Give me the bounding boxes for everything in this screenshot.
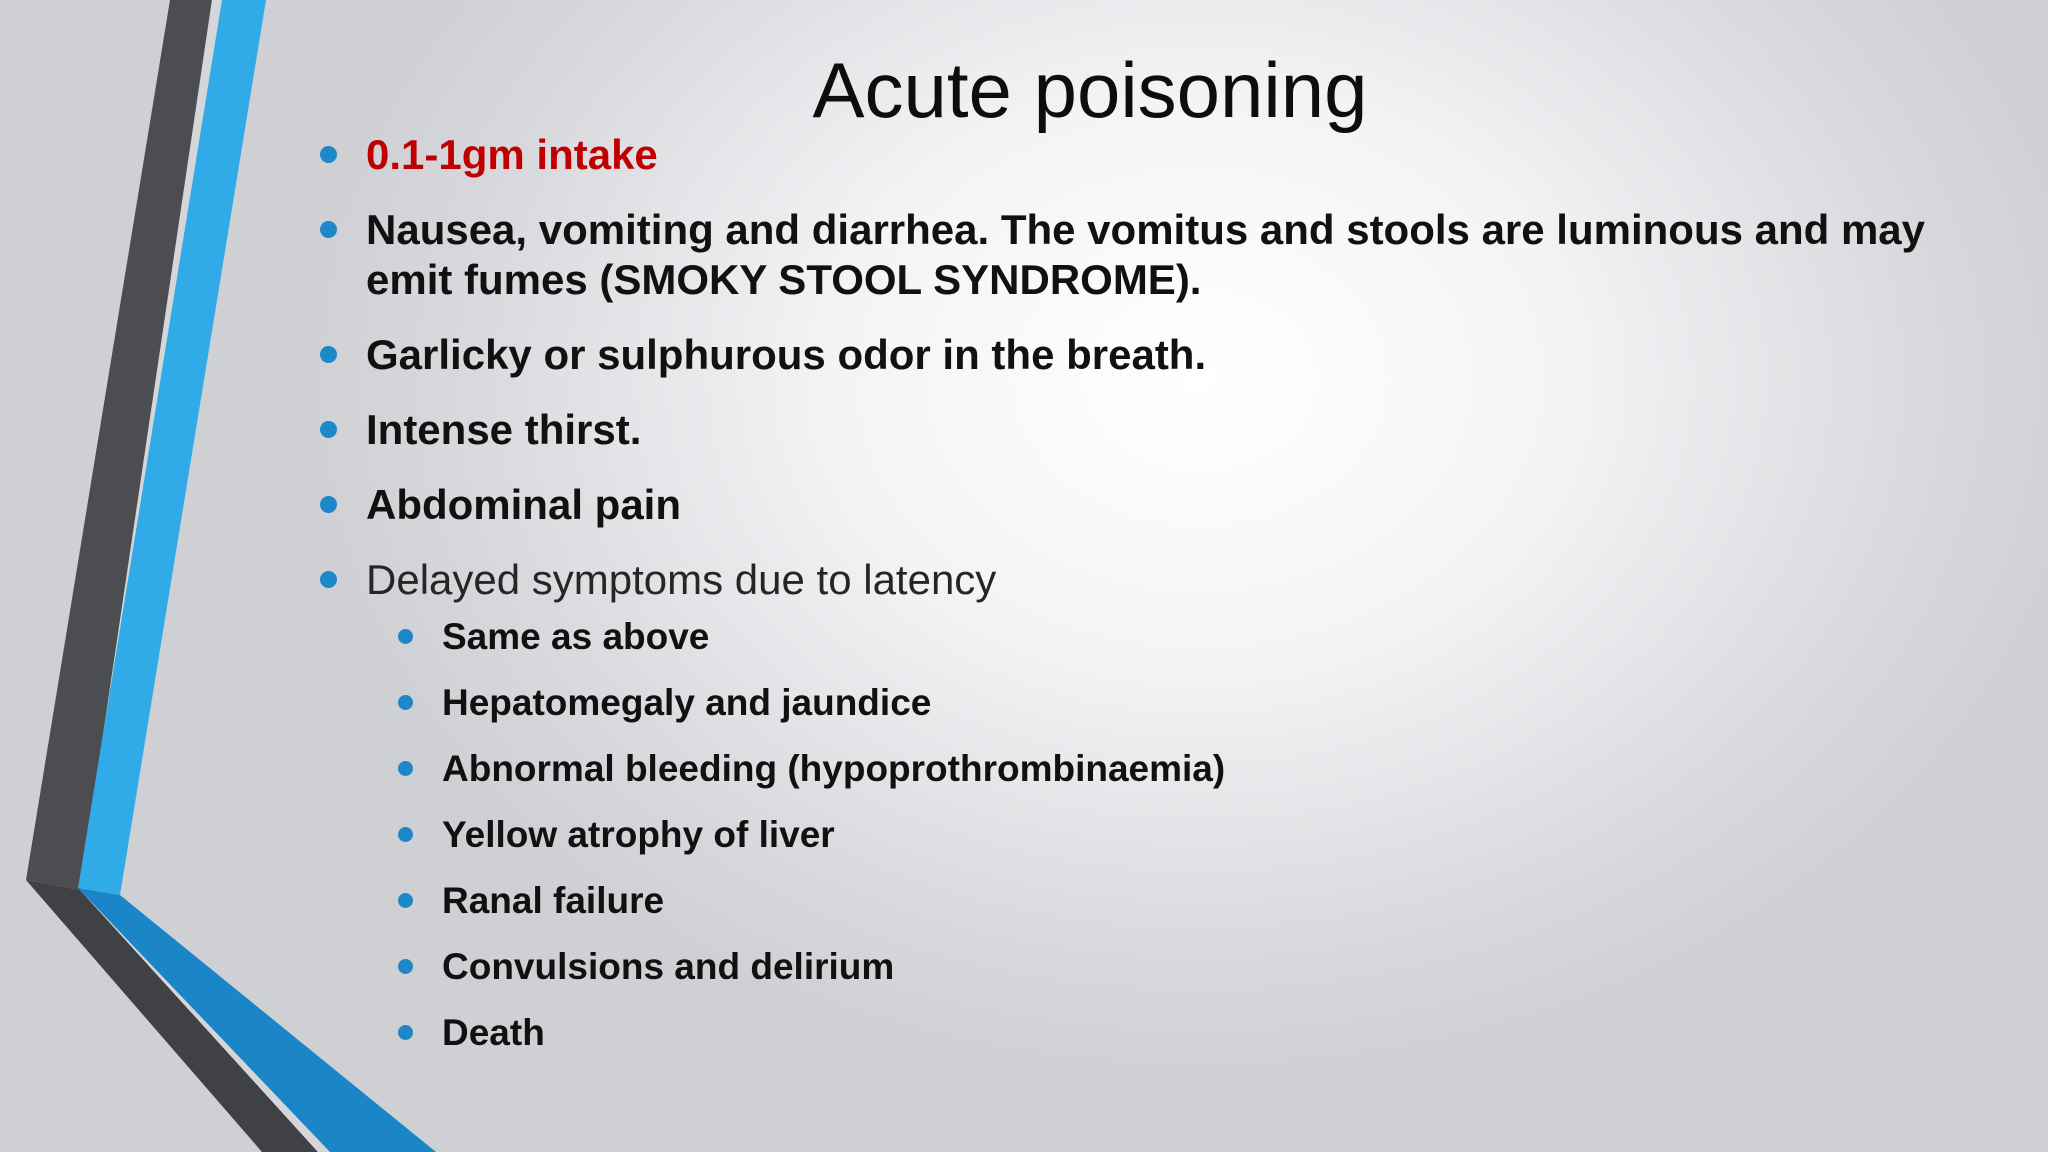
bullet-item-delayed-symptoms	[320, 555, 1980, 1055]
bullet-dot-icon	[320, 346, 337, 363]
sub-bullet-item	[398, 681, 1980, 725]
bullet-item-thirst	[320, 405, 1980, 455]
sub-bullet-item	[398, 1011, 1980, 1055]
bullet-item-odor	[320, 330, 1980, 380]
bullet-text: Garlicky or sulphurous odor in the breath.	[366, 331, 1207, 378]
bullet-item-abdominal-pain	[320, 480, 1980, 530]
sub-bullet-dot-icon	[398, 1025, 413, 1040]
bullet-dot-icon	[320, 146, 337, 163]
sub-bullet-dot-icon	[398, 629, 413, 644]
sub-bullet-text: Yellow atrophy of liver	[442, 814, 835, 855]
bullet-text: Abdominal pain	[366, 481, 681, 528]
sub-bullet-item	[398, 945, 1980, 989]
sub-bullet-item	[398, 747, 1980, 791]
sub-bullet-text: Hepatomegaly and jaundice	[442, 682, 932, 723]
dark-gray-stripe-lower	[26, 880, 318, 1152]
sub-bullet-item	[398, 879, 1980, 923]
bullet-dot-icon	[320, 571, 337, 588]
bullet-item-nausea	[320, 205, 1980, 305]
bullet-list	[320, 130, 1980, 1080]
sub-bullet-dot-icon	[398, 893, 413, 908]
sub-bullet-dot-icon	[398, 695, 413, 710]
bullet-text: Delayed symptoms due to latency	[366, 556, 997, 603]
sub-bullet-dot-icon	[398, 761, 413, 776]
bullet-dot-icon	[320, 221, 337, 238]
bullet-dot-icon	[320, 496, 337, 513]
sub-bullet-item	[398, 813, 1980, 857]
bullet-text: 0.1-1gm intake	[366, 131, 658, 178]
sub-bullet-list	[366, 615, 1980, 1055]
sub-bullet-text: Ranal failure	[442, 880, 665, 921]
bullet-item-intake	[320, 130, 1980, 180]
slide-title: Acute poisoning	[812, 46, 1368, 134]
bullet-dot-icon	[320, 421, 337, 438]
bullet-text: Nausea, vomiting and diarrhea. The vomitus and stools are luminous and may emit fumes (SMOKY STOOL SYNDROME).	[366, 206, 1926, 303]
sub-bullet-text: Convulsions and delirium	[442, 946, 895, 987]
sub-bullet-text: Same as above	[442, 616, 710, 657]
sub-bullet-text: Death	[442, 1012, 545, 1053]
sub-bullet-text: Abnormal bleeding (hypoprothrombinaemia)	[442, 748, 1226, 789]
sub-bullet-dot-icon	[398, 827, 413, 842]
sub-bullet-dot-icon	[398, 959, 413, 974]
bullet-text: Intense thirst.	[366, 406, 642, 453]
sub-bullet-item	[398, 615, 1980, 659]
